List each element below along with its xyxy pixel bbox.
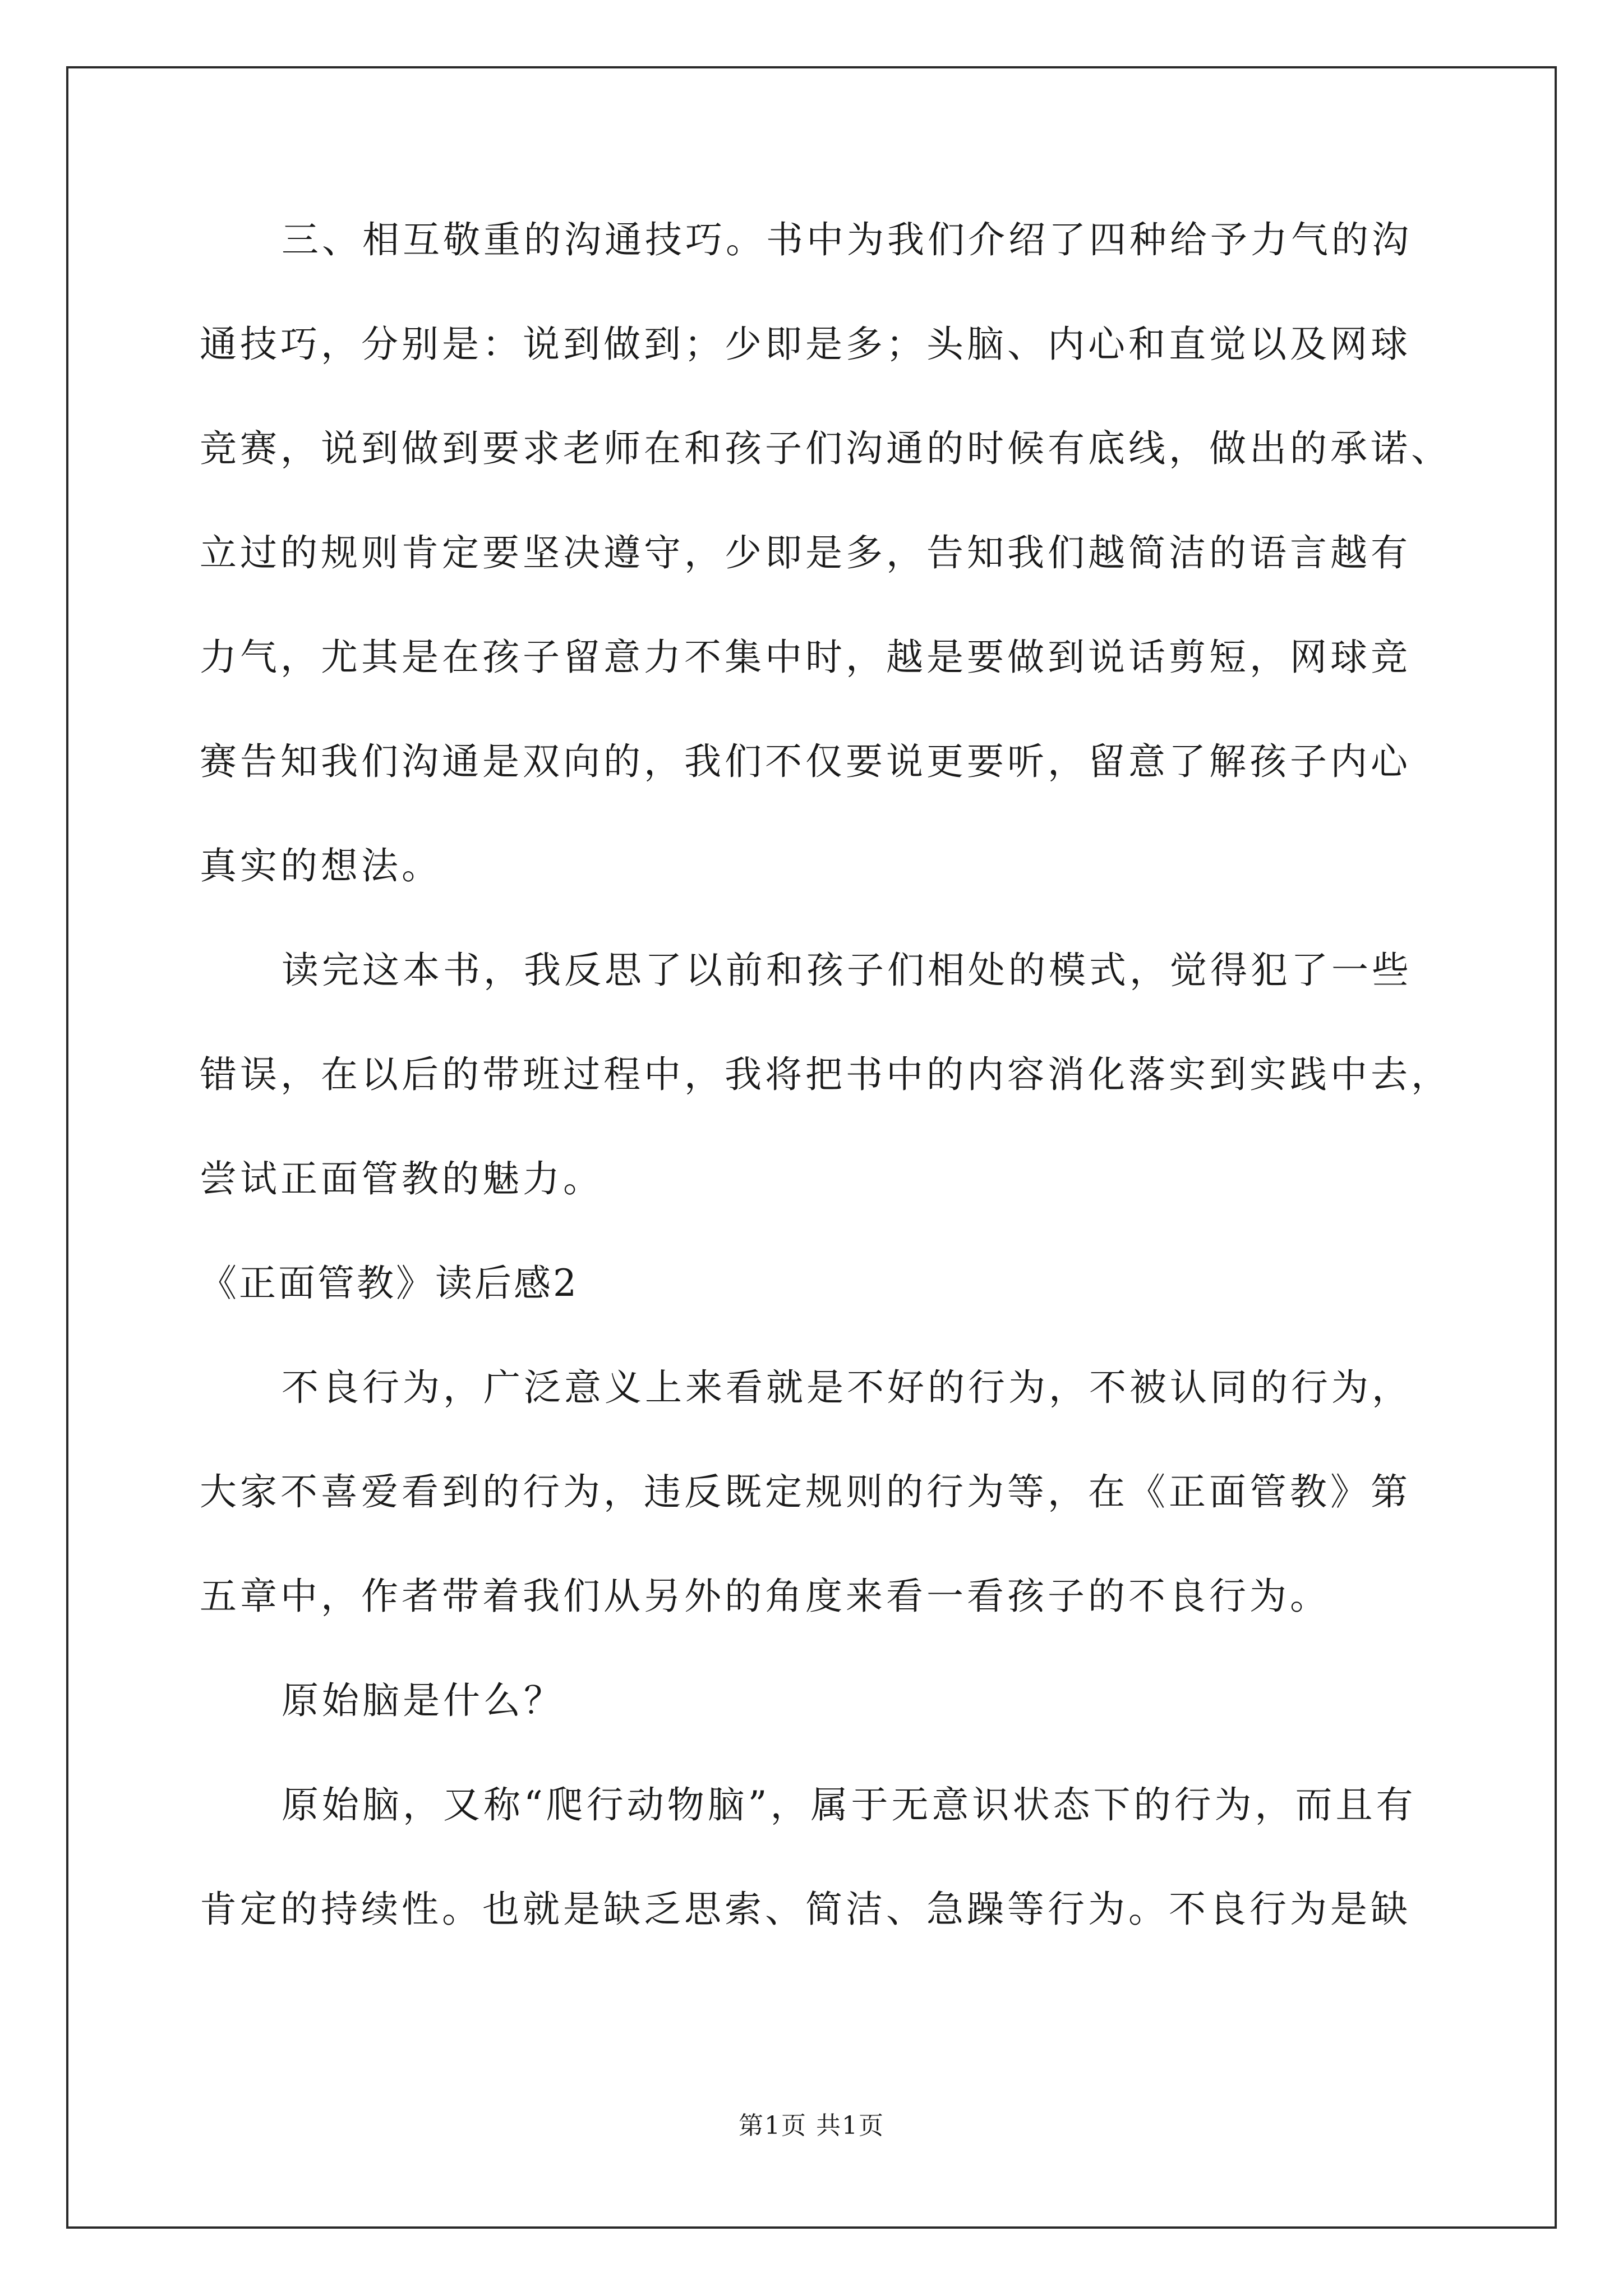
text-line: 赛告知我们沟通是双向的，我们不仅要说更要听，留意了解孩子内心 bbox=[200, 740, 1411, 783]
text-line: 原始脑，又称“爬行动物脑”，属于无意识状态下的行为，而且有 bbox=[282, 1783, 1417, 1826]
text-line: 五章中，作者带着我们从另外的角度来看一看孩子的不良行为。 bbox=[200, 1575, 1330, 1618]
text-line: 竞赛，说到做到要求老师在和孩子们沟通的时候有底线，做出的承诺、 bbox=[200, 427, 1451, 470]
text-line: 不良行为，广泛意义上来看就是不好的行为，不被认同的行为， bbox=[282, 1366, 1412, 1409]
text-line: 大家不喜爱看到的行为，违反既定规则的行为等，在《正面管教》第 bbox=[200, 1470, 1411, 1513]
text-line: 肯定的持续性。也就是缺乏思索、简洁、急躁等行为。不良行为是缺 bbox=[200, 1888, 1411, 1931]
text-line: 立过的规则肯定要坚决遵守，少即是多，告知我们越简洁的语言越有 bbox=[200, 531, 1411, 574]
section-heading: 《正面管教》读后感2 bbox=[200, 1262, 579, 1305]
text-line: 力气，尤其是在孩子留意力不集中时，越是要做到说话剪短，网球竞 bbox=[200, 636, 1411, 679]
text-line: 原始脑是什么？ bbox=[282, 1679, 564, 1722]
text-line: 尝试正面管教的魅力。 bbox=[200, 1157, 603, 1200]
text-line: 读完这本书，我反思了以前和孩子们相处的模式，觉得犯了一些 bbox=[282, 949, 1412, 992]
page-footer: 第1页 共1页 bbox=[739, 2111, 884, 2140]
text-line: 错误，在以后的带班过程中，我将把书中的内容消化落实到实践中去， bbox=[200, 1053, 1451, 1096]
text-line: 通技巧，分别是：说到做到；少即是多；头脑、内心和直觉以及网球 bbox=[200, 323, 1411, 366]
text-line: 三、相互敬重的沟通技巧。书中为我们介绍了四种给予力气的沟 bbox=[282, 218, 1412, 261]
text-line: 真实的想法。 bbox=[200, 844, 442, 887]
